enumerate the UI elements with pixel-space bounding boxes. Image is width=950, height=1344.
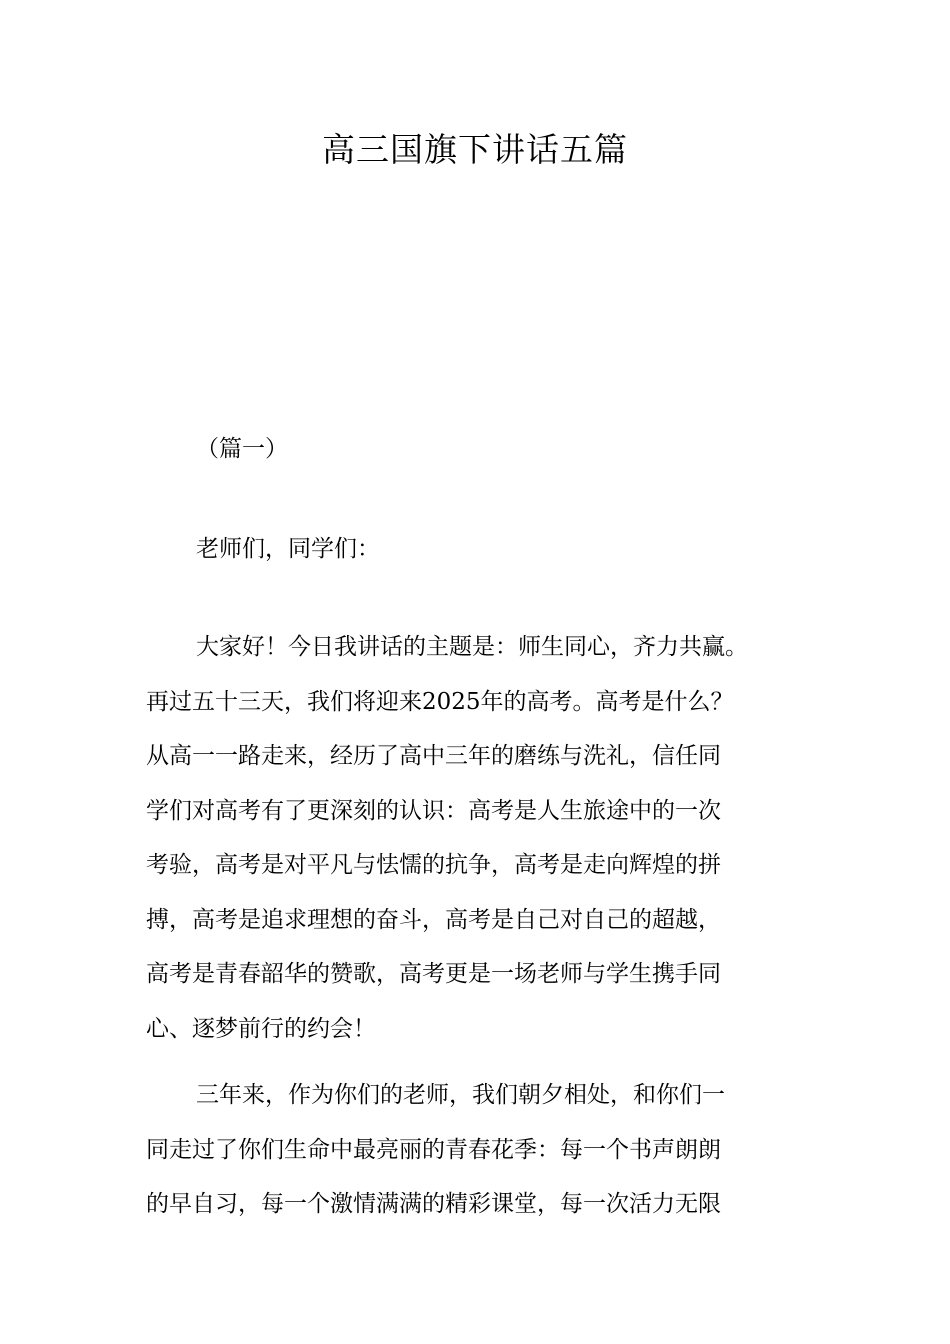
paragraph-1-line: 大家好！今日我讲话的主题是：师生同心，齐力共赢。 [196, 634, 748, 660]
paragraph-1-line: 考验，高考是对平凡与怯懦的抗争，高考是走向辉煌的拼 [146, 852, 721, 878]
paragraph-1-line: 再过五十三天，我们将迎来2025年的高考。高考是什么？ [146, 688, 734, 715]
paragraph-2-line: 三年来，作为你们的老师，我们朝夕相处，和你们一 [196, 1082, 725, 1108]
paragraph-1-line: 搏，高考是追求理想的奋斗，高考是自己对自己的超越， [146, 906, 721, 933]
paragraph-1-line: 学们对高考有了更深刻的认识：高考是人生旅途中的一次 [146, 797, 721, 824]
paragraph-2-line: 同走过了你们生命中最亮丽的青春花季：每一个书声朗朗 [146, 1136, 721, 1163]
document-title: 高三国旗下讲话五篇 [322, 130, 628, 169]
section-heading: （篇一） [196, 436, 288, 462]
salutation: 老师们，同学们： [196, 536, 380, 562]
paragraph-1-line: 高考是青春韶华的赞歌，高考更是一场老师与学生携手同 [146, 961, 721, 987]
paragraph-2 [146, 1068, 836, 1232]
paragraph-1-line: 从高一一路走来，经历了高中三年的磨练与洗礼，信任同 [146, 743, 721, 769]
paragraph-2-line: 的早自习，每一个激情满满的精彩课堂，每一次活力无限 [146, 1191, 721, 1217]
paragraph-1 [146, 620, 836, 1056]
paragraph-1-line: 心、逐梦前行的约会！ [146, 1015, 376, 1042]
